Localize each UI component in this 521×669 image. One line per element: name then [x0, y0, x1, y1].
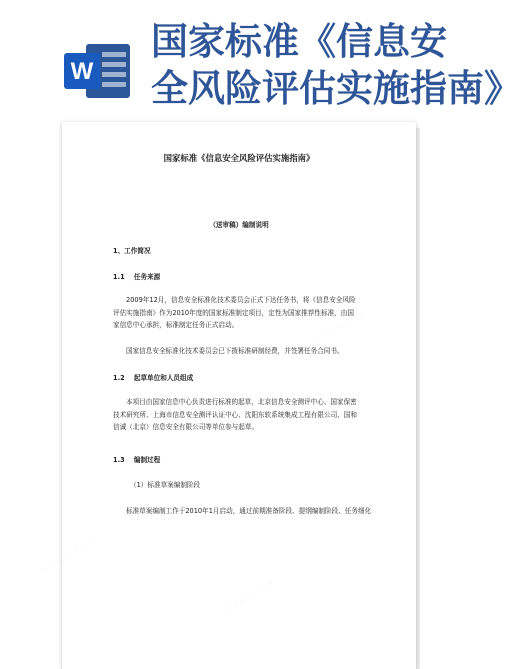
section-heading: 1.3 编制过程	[113, 456, 161, 464]
section-heading: 1.1 任务来源	[113, 273, 161, 281]
banner-title-line1: 国家标准《信息安	[151, 20, 447, 63]
word-logo-letter: W	[70, 58, 94, 85]
banner-title-line2: 全风险评估实施指南》	[151, 67, 521, 110]
word-icon	[62, 40, 132, 102]
document-subtitle: （送审稿）编制说明	[209, 221, 269, 229]
paragraph: 国家信息安全标准化技术委员会已下拨标准研制经费，并签署任务合同书。	[126, 347, 344, 355]
watermark: · · · · · · · · · ·	[223, 579, 276, 615]
document-page	[43, 122, 416, 669]
watermark: · · · · · · · · · ·	[43, 539, 96, 575]
banner-title	[151, 18, 521, 112]
watermark: · · · · · · · · · ·	[313, 309, 366, 345]
paragraph: 本项目由国家信息中心负责进行标准的起草，北京信息安全测评中心、国家保密技术研究所、上海市信息安全测评认证中心、沈阳东软系统集成工程有限公司、国和信诚（北京）信息安全有限公司等单位参与起草。	[113, 398, 357, 431]
document-body	[62, 122, 416, 669]
document-title: 国家标准《信息安全风险评估实施指南》	[163, 153, 315, 163]
paragraph: 2009年12月，信息安全标准化技术委员会正式下达任务书，将《信息安全风险评估实施指南》作为2010年度的国家标准制定项目，定性为国家推荐性标准，由国家信息中心承担，标准制定任务正式启动。	[113, 296, 356, 329]
paragraph: 标准草案编制工作于2010年1月启动，通过前期准备阶段、提纲编制阶段、任务细化	[126, 507, 372, 515]
paragraph: （1）标准草案编制阶段	[130, 481, 201, 489]
section-heading: 1.2 起草单位和人员组成	[113, 374, 194, 382]
section-heading: 1、工作简况	[113, 247, 151, 255]
banner	[0, 0, 521, 122]
